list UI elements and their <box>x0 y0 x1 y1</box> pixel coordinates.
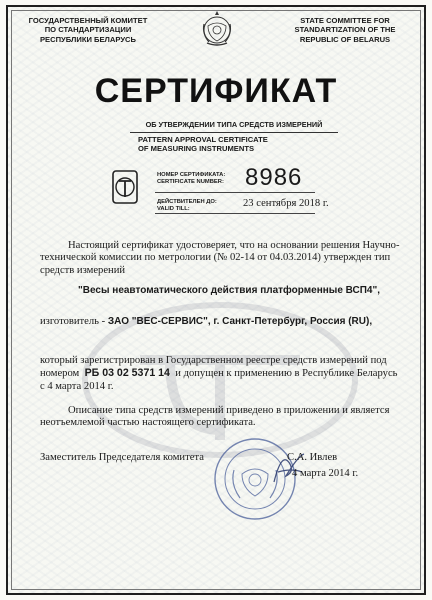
valid-divider <box>155 213 315 214</box>
belarus-emblem-icon <box>199 10 235 48</box>
registry-number: РБ 03 02 5371 14 <box>84 367 170 380</box>
body-paragraph-1: Настоящий сертификат удостоверяет, что на основании решения Научно-технической комиссии по метрологии (№ 02-14 от 04.03.2014) утвержден тип средств измерений <box>40 240 400 276</box>
certificate-title: СЕРТИФИКАТ <box>94 72 338 110</box>
standard-mark-logo-icon <box>112 170 138 204</box>
manufacturer-name: ЗАО "ВЕС-СЕРВИС", г. Санкт-Петербург, Россия (RU), <box>107 316 373 327</box>
header-committee-ru: ГОСУДАРСТВЕННЫЙ КОМИТЕТ ПО СТАНДАРТИЗАЦИИ РЕСПУБЛИКИ БЕЛАРУСЬ <box>28 16 148 44</box>
header-committee-en: STATE COMMITTEE FOR STANDARTIZATION OF THE REPUBLIC OF BELARUS <box>294 16 396 44</box>
valid-till-date: 23 сентября 2018 г. <box>243 198 329 209</box>
signer-name: С.А. Ивлев <box>287 452 338 463</box>
certificate-number: 8986 <box>245 164 303 191</box>
number-divider <box>155 192 315 193</box>
subtitle-en: PATTERN APPROVAL CERTIFICATE OF MEASURING INSTRUMENTS <box>138 135 268 154</box>
body-paragraph-3: Описание типа средств измерений приведено в приложении и является неотъемлемой частью настоящего сертификата. <box>40 405 390 429</box>
certificate-number-label: НОМЕР СЕРТИФИКАТА: CERTIFICATE NUMBER: <box>157 172 226 185</box>
body-paragraph-2: который зарегистрирован в Государственном реестре средств измерений под номером РБ 03 02 5371 14 и допущен к применению в Республике Беларусь с 4 марта 2014 г. <box>40 355 398 392</box>
subtitle-ru: ОБ УТВЕРЖДЕНИИ ТИПА СРЕДСТВ ИЗМЕРЕНИЙ <box>130 120 338 133</box>
product-name: "Весы неавтоматического действия платформенные ВСП4", <box>78 285 380 296</box>
manufacturer-line: изготовитель - ЗАО "ВЕС-СЕРВИС", г. Санкт-Петербург, Россия (RU), <box>40 316 373 327</box>
signature-date: 4 марта 2014 г. <box>292 468 359 479</box>
valid-till-label: ДЕЙСТВИТЕЛЕН ДО: VALID TILL: <box>157 199 217 212</box>
signer-position: Заместитель Председателя комитета <box>40 452 204 463</box>
